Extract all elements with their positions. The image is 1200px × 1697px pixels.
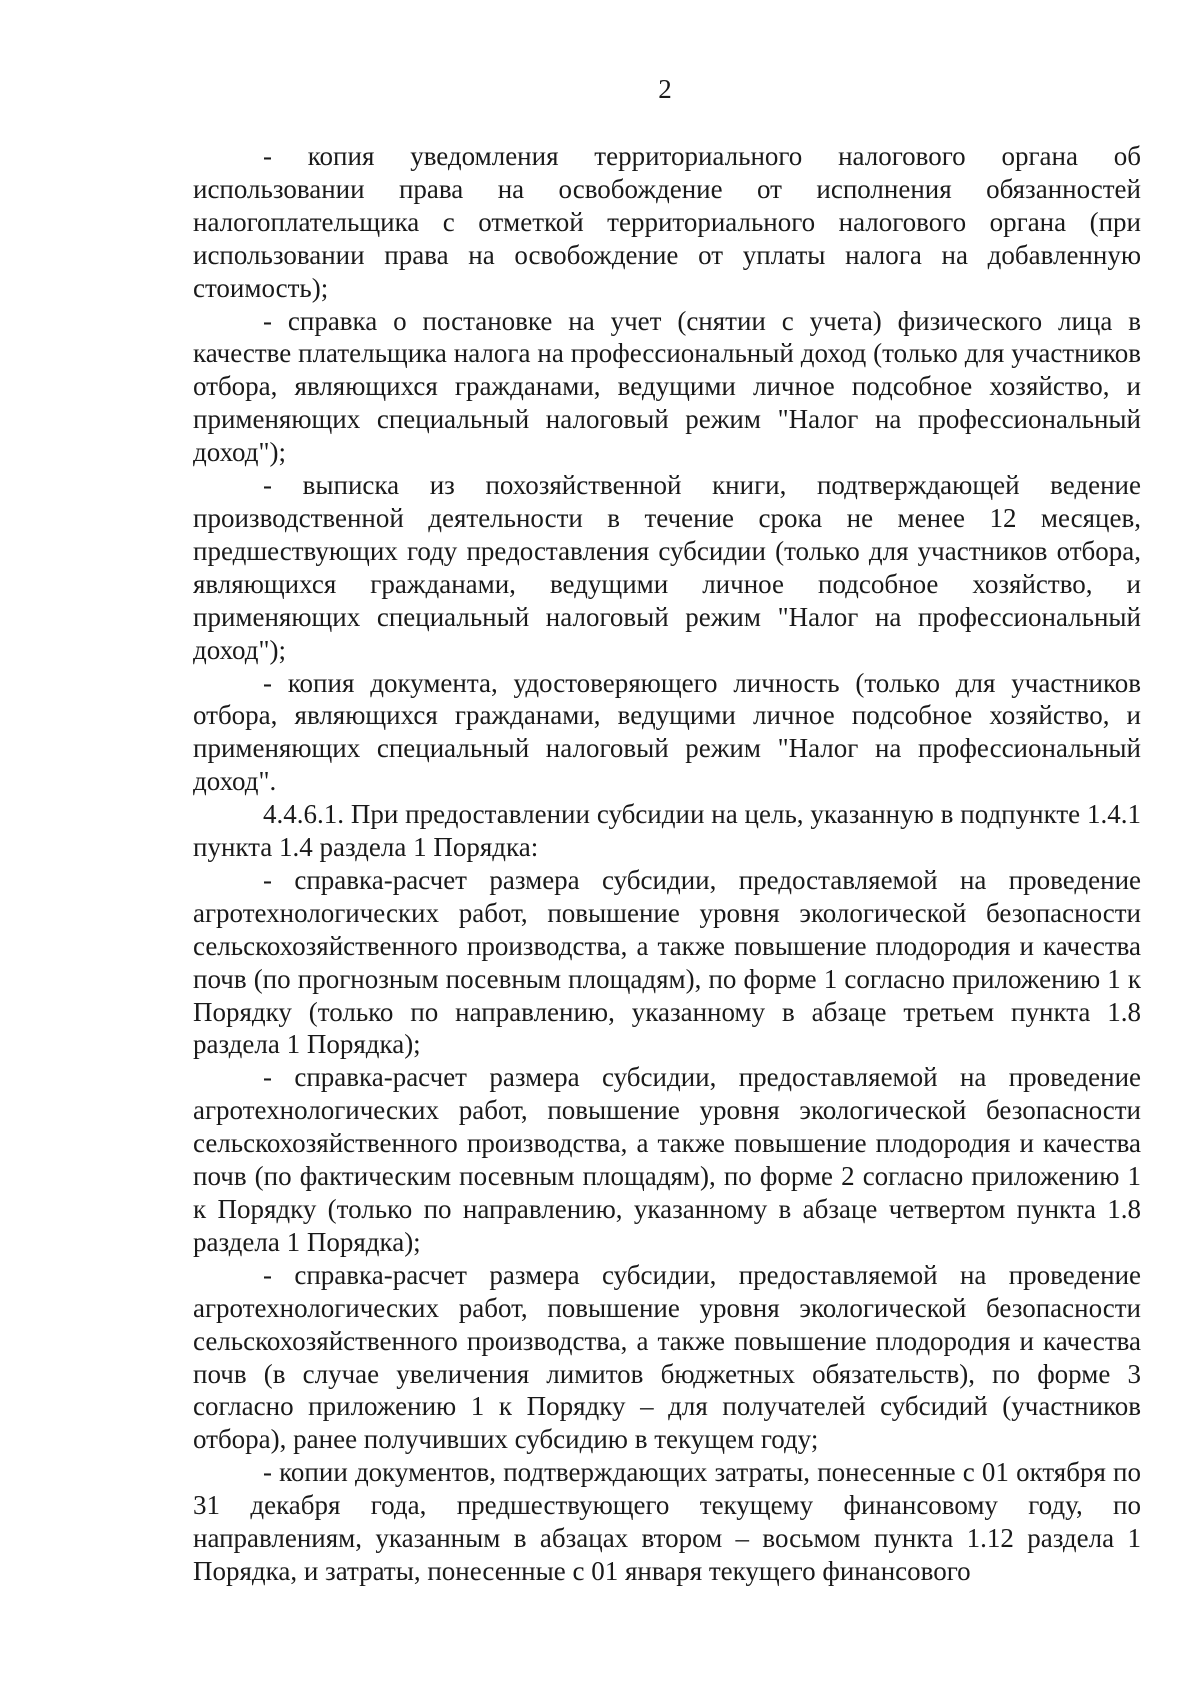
- paragraph-3: - выписка из похозяйственной книги, подтверждающей ведение производственной деятельности в течение срока не менее 12 месяцев, предшествующих году предоставления субсидии (только для участников отбора, являющихся гражданами, ведущими личное подсобное хозяйство, и применяющих специальный налоговый режим "Налог на профессиональный доход");: [193, 470, 1141, 665]
- paragraph-6: - справка-расчет размера субсидии, предоставляемой на проведение агротехнологических работ, повышение уровня экологической безопасности сельскохозяйственного производства, а также повышение плодородия и качества почв (по прогнозным посевным площадям), по форме 1 согласно приложению 1 к Порядку (только по направлению, указанному в абзаце третьем пункта 1.8 раздела 1 Порядка);: [193, 864, 1141, 1060]
- paragraph-9: - копии документов, подтверждающих затраты, понесенные с 01 октября по 31 декабря года, предшествующего текущему финансовому году, по направлениям, указанным в абзацах втором – восьмом пункта 1.12 раздела 1 Порядка, и затраты, понесенные с 01 января текущего финансового: [193, 1457, 1141, 1586]
- page-number: 2: [658, 74, 672, 104]
- paragraph-8: - справка-расчет размера субсидии, предоставляемой на проведение агротехнологических работ, повышение уровня экологической безопасности сельскохозяйственного производства, а также повышение плодородия и качества почв (в случае увеличения лимитов бюджетных обязательств), по форме 3 согласно приложению 1 к Порядку – для получателей субсидий (участников отбора), ранее получивших субсидию в текущем году;: [193, 1259, 1141, 1455]
- paragraph-4: - копия документа, удостоверяющего личность (только для участников отбора, являющихся гражданами, ведущими личное подсобное хозяйство, и применяющих специальный налоговый режим "Налог на профессиональный доход".: [193, 667, 1141, 797]
- paragraph-7: - справка-расчет размера субсидии, предоставляемой на проведение агротехнологических работ, повышение уровня экологической безопасности сельскохозяйственного производства, а также повышение плодородия и качества почв (по фактическим посевным площадям), по форме 2 согласно приложению 1 к Порядку (только по направлению, указанному в абзаце четвертом пункта 1.8 раздела 1 Порядка);: [193, 1062, 1141, 1257]
- paragraph-1: - копия уведомления территориального налогового органа об использовании права на освобождение от исполнения обязанностей налогоплательщика с отметкой территориального налогового органа (при использовании права на освобождение от уплаты налога на добавленную стоимость);: [193, 141, 1141, 303]
- document-body: [193, 140, 1141, 1588]
- paragraph-5: 4.4.6.1. При предоставлении субсидии на цель, указанную в подпункте 1.4.1 пункта 1.4 раздела 1 Порядка:: [193, 799, 1141, 863]
- paragraph-2: - справка о постановке на учет (снятии с учета) физического лица в качестве плательщика налога на профессиональный доход (только для участников отбора, являющихся гражданами, ведущими личное подсобное хозяйство, и применяющих специальный налоговый режим "Налог на профессиональный доход");: [193, 305, 1141, 468]
